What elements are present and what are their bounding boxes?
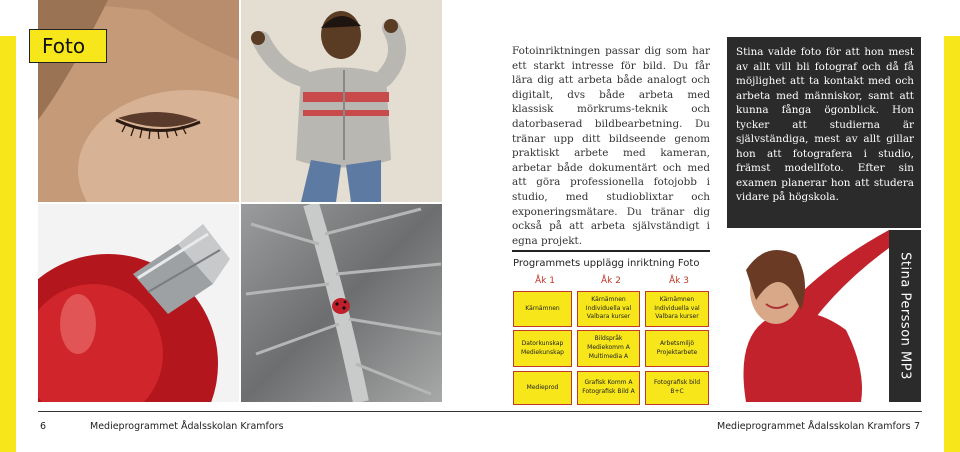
cell-text: Arbetsmiljö Projektarbete: [656, 339, 698, 356]
footer-rule: [38, 411, 922, 412]
right-page-number: 7: [914, 421, 921, 432]
year-3-label: Åk 3: [669, 276, 689, 286]
section-tab-foto: Foto: [29, 29, 107, 63]
left-yellow-edge: [0, 36, 16, 452]
program-title: Programmets upplägg inriktning Foto: [513, 258, 700, 269]
cell-text: Datorkunskap Mediekunskap: [521, 339, 564, 356]
table-cell-r2-c1: [513, 330, 572, 367]
table-cell-r2-c2: [577, 330, 640, 367]
cell-text: Grafisk Komm A Fotografisk Bild A: [582, 379, 635, 395]
table-cell-r3-c1: [513, 371, 572, 405]
cell-text: Bildspråk Mediekomm A Multimedia A: [587, 335, 630, 360]
year-2-label: Åk 2: [601, 276, 621, 286]
right-yellow-edge: [944, 36, 960, 452]
intro-paragraph: Fotoinriktningen passar dig som har ett starkt intresse för bild. Du får lära dig att arbeta både analogt och digitalt, dvs både arbeta med klassisk mörkrums-teknik och datorbaserad bildbearbetning. Du tränar upp ditt bildseende genom praktiskt arbete med kameran, arbetar både dokumentärt och med att göra professionella fotojobb i studio, med studioblixtar och exponeringsmätare. Du tränar dig också på att arbeta självständigt i egna projekt.: [512, 45, 710, 247]
year-1-label: Åk 1: [535, 276, 555, 286]
table-cell-r1-c2: [577, 291, 640, 327]
table-cell-r3-c2: [577, 371, 640, 405]
program-top-rule: [512, 250, 710, 252]
right-running-title: Medieprogrammet Ådalsskolan Kramfors: [717, 421, 911, 432]
cell-text: Kärnämnen Individuella val Valbara kurser: [585, 295, 632, 321]
photo-red-perfume-bottle: [38, 204, 239, 402]
cell-text: Fotografisk bild B+C: [653, 379, 701, 395]
cell-text: Medieprod: [526, 383, 559, 391]
cell-text: Kärnämnen: [525, 304, 560, 312]
table-cell-r1-c3: [645, 291, 709, 327]
cell-text: Kärnämnen Individuella val Valbara kurser: [654, 295, 700, 321]
photo-dancing-man: [241, 0, 442, 202]
table-cell-r3-c3: [645, 371, 709, 405]
student-quote: Stina valde foto för att hon mest av allt vill bli fotograf och då få möjlighet att ta kontakt med och arbeta med människor, samt att kunna fånga ögonblick. Hon tycker att studierna är självständiga, mest av allt gillar hon att fotografera i studio, främst modellfoto. Efter sin examen planerar hon att studera vidare på högskola.: [736, 46, 914, 203]
photo-leaf-ladybug: [241, 204, 442, 402]
left-running-title: Medieprogrammet Ådalsskolan Kramfors: [90, 421, 284, 432]
table-cell-r1-c1: [513, 291, 572, 327]
left-page-number: 6: [40, 421, 47, 432]
student-name: Stina Persson MP3: [897, 252, 913, 380]
table-cell-r2-c3: [645, 330, 709, 367]
